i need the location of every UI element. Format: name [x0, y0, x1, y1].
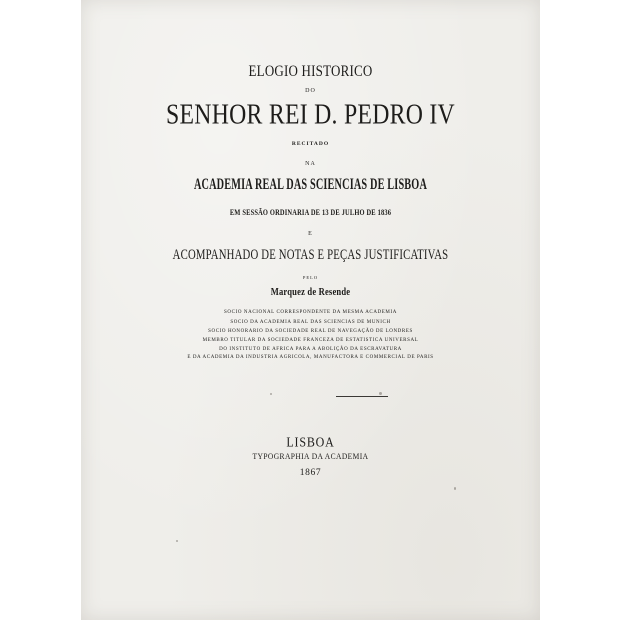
imprint-city: LISBOA	[286, 433, 335, 451]
imprint-printer: TYPOGRAPHIA DA ACADEMIA	[252, 451, 369, 462]
credential-line: SOCIO NACIONAL CORRESPONDENTE DA MESMA ACADEMIA	[224, 309, 397, 316]
accompanied-line: ACOMPANHADO DE NOTAS E PEÇAS JUSTIFICATIVAS	[172, 245, 449, 263]
credential-line: SOCIO HONORARIO DA SOCIEDADE REAL DE NAVEGAÇÃO DE LONDRES	[208, 328, 413, 335]
main-title: SENHOR REI D. PEDRO IV	[166, 98, 455, 130]
heading-elogio: ELOGIO HISTORICO	[248, 61, 373, 80]
session-date: EM SESSÃO ORDINARIA DE 13 DE JULHO DE 1836	[229, 207, 392, 218]
connector-e: E	[308, 231, 313, 237]
divider-rule	[336, 396, 388, 397]
imprint-year: 1867	[299, 468, 322, 478]
academy-name: ACADEMIA REAL DAS SCIENCIAS DE LISBOA	[193, 175, 428, 193]
foxing-speck	[176, 540, 178, 542]
label-recitado: RECITADO	[291, 141, 330, 147]
foxing-speck	[379, 392, 382, 395]
title-page	[81, 0, 540, 620]
foxing-speck	[270, 393, 272, 395]
connector-pelo: PELO	[302, 275, 319, 280]
author-name: Marquez de Resende	[270, 287, 351, 299]
connector-do: DO	[305, 88, 316, 94]
foxing-speck	[454, 487, 456, 490]
credential-line: SOCIO DA ACADEMIA REAL DAS SCIENCIAS DE MUNICH	[230, 319, 391, 326]
credential-line: DO INSTITUTO DE AFRICA PARA A ABOLIÇÃO DA ESCRAVATURA	[219, 346, 402, 353]
credential-line: MEMBRO TITULAR DA SOCIEDADE FRANCEZA DE ESTATISTICA UNIVERSAL	[202, 337, 419, 344]
credential-line: E DA ACADEMIA DA INDUSTRIA AGRICOLA, MANUFACTORA E COMMERCIAL DE PARIS	[187, 354, 434, 361]
connector-na: NA	[305, 161, 316, 167]
